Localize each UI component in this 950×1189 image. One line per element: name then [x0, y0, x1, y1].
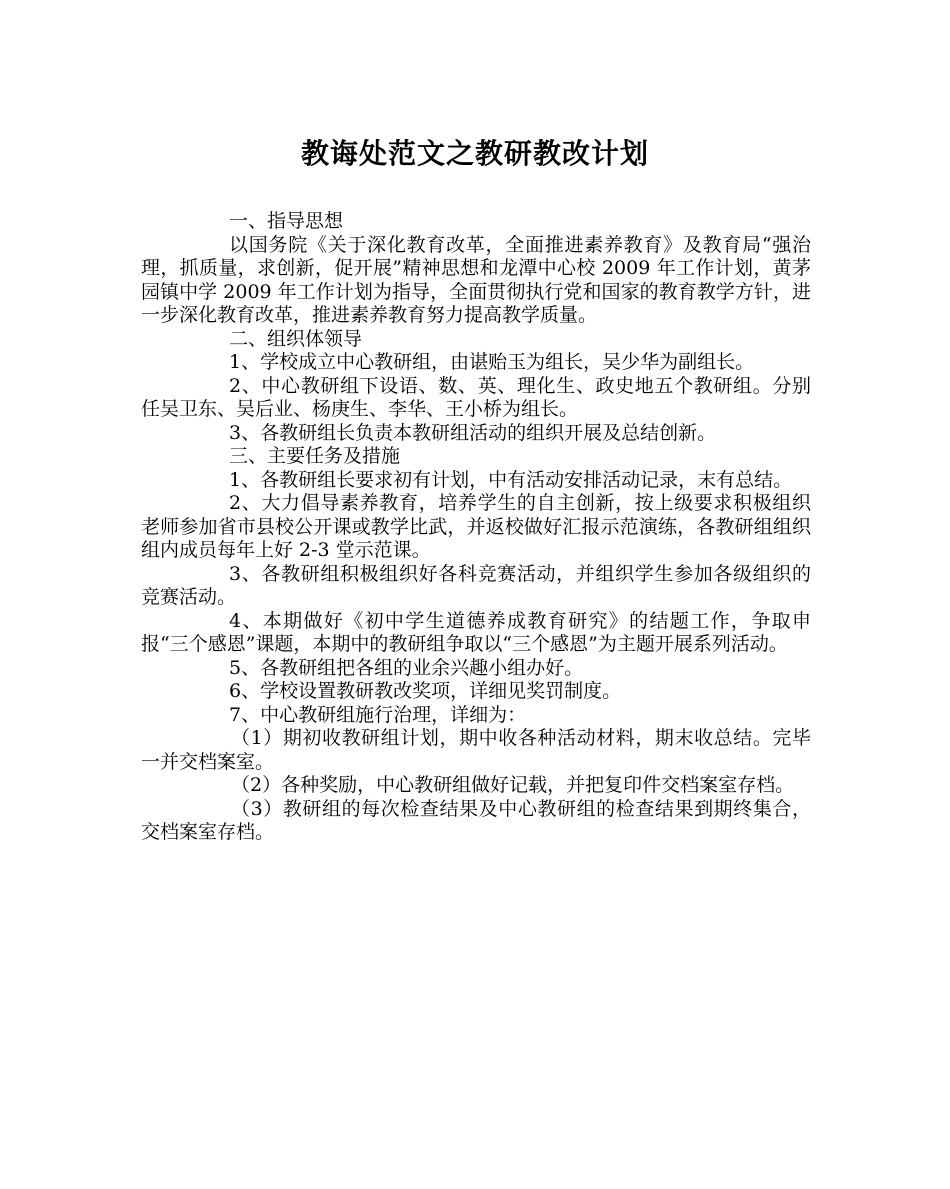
section-heading-tasks: 三、主要任务及措施: [229, 445, 401, 467]
paragraph-task-5: 5、各教研组把各组的业余兴趣小组办好。: [229, 656, 584, 679]
paragraph-task-7: 7、中心教研组施行治理，详细为：: [229, 703, 527, 726]
paragraph-task-4: 4、本期做好《初中学生道德养成教育研究》的结题工作，争取申报“三个感恩”课题，本期中的教研组争取以“三个感恩”为主题开展系列活动。: [141, 609, 811, 655]
paragraph-organization-1: 1、学校成立中心教研组，由谌贻玉为组长，吴少华为副组长。: [229, 351, 755, 373]
document-body: [141, 210, 811, 845]
document-title: 教诲处范文之教研教改计划: [300, 137, 649, 170]
paragraph-task-7-item-1: （1）期初收教研组计划，期中收各种活动材料，期末收总结。完毕一并交档案室。: [141, 727, 811, 773]
paragraph-task-3: 3、各教研组积极组织好各科竞赛活动，并组织学生参加各级组织的竞赛活动。: [141, 562, 811, 608]
paragraph-task-6: 6、学校设置教研教改奖项，详细见奖罚制度。: [229, 680, 622, 702]
paragraph-task-1: 1、各教研组长要求初有计划，中有活动安排活动记录，末有总结。: [229, 468, 793, 491]
paragraph-task-7-item-2: （2）各种奖励，中心教研组做好记载，并把复印件交档案室存档。: [231, 774, 795, 796]
paragraph-organization-2: 2、中心教研组下设语、数、英、理化生、政史地五个教研组。分别任吴卫东、吴后业、杨庚生、李华、王小桥为组长。: [141, 374, 811, 420]
paragraph-guiding-ideology: 以国务院《关于深化教育改革，全面推进素养教育》及教育局“强治理，抓质量，求创新，促开展”精神思想和龙潭中心校 2009 年工作计划，黄茅园镇中学 2009 年工作计划为指导，全面贯彻执行党和国家的教育教学方针，进一步深化教育改革，推进素养教育努力提高教学质量。: [141, 233, 811, 326]
paragraph-task-7-item-3: （3）教研组的每次检查结果及中心教研组的检查结果到期终集合，交档案室存档。: [141, 797, 811, 843]
section-heading-guiding-ideology: 一、指导思想: [229, 210, 344, 232]
section-heading-organization: 二、组织体领导: [229, 327, 363, 350]
paragraph-task-2: 2、大力倡导素养教育，培养学生的自主创新，按上级要求积极组织老师参加省市县校公开课或教学比武，并返校做好汇报示范演练，各教研组组织组内成员每年上好 2-3 堂示范课。: [141, 492, 811, 561]
paragraph-organization-3: 3、各教研组长负责本教研组活动的组织开展及总结创新。: [229, 421, 717, 444]
